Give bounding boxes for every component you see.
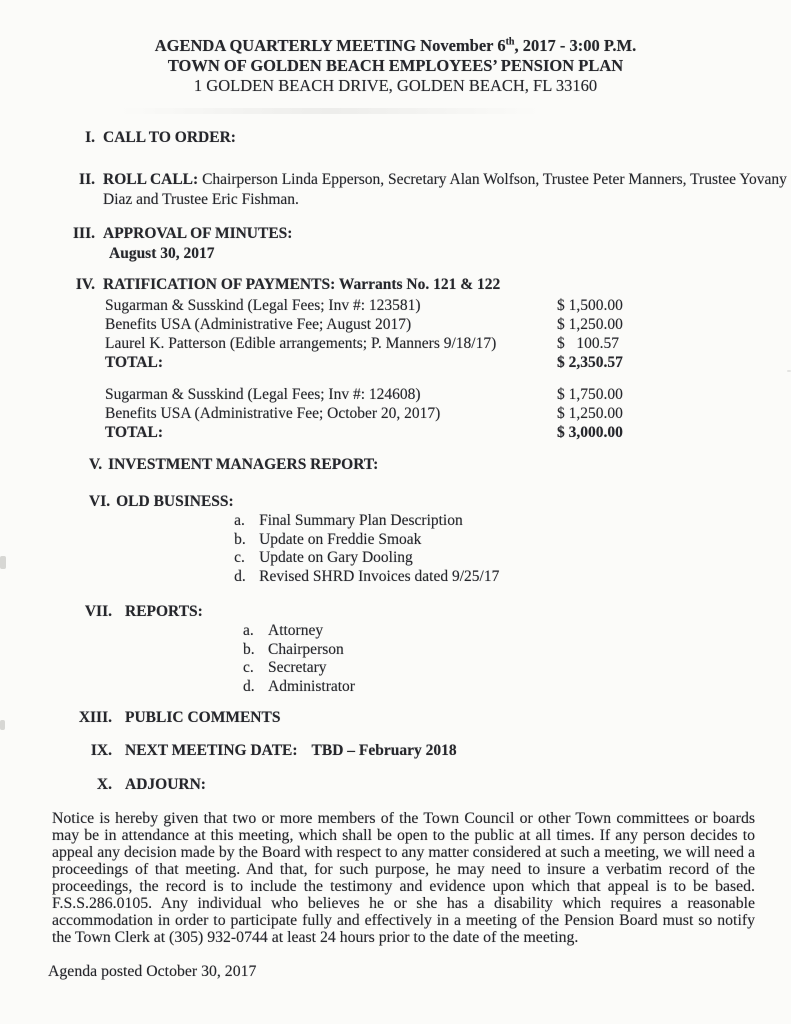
payments-block-1 — [0, 296, 791, 442]
agenda-item-ratification — [0, 275, 791, 295]
item-numeral: IX. — [90, 742, 112, 759]
sub-item-text: Attorney — [268, 622, 324, 639]
item-numeral: XIII. — [78, 709, 112, 726]
payments-block-2 — [0, 385, 791, 442]
sub-item-text: Administrator — [268, 677, 355, 695]
sub-item — [125, 678, 791, 697]
agenda-item-old-business — [0, 492, 791, 586]
organization-address: 1 GOLDEN BEACH DRIVE, GOLDEN BEACH, FL 33160 — [193, 76, 598, 95]
sub-item — [116, 568, 791, 587]
payment-amount: $ 1,250.00 — [557, 316, 623, 333]
payment-description: Benefits USA (Administrative Fee; October 20, 2017) — [105, 405, 441, 422]
meeting-title — [0, 36, 791, 56]
item-label: PUBLIC COMMENTS — [125, 709, 281, 726]
payment-description: Laurel K. Patterson (Edible arrangements; P. Manners 9/18/17) — [105, 335, 497, 352]
sub-item-text: Revised SHRD Invoices dated 9/25/17 — [259, 567, 500, 585]
scan-artifact — [787, 370, 791, 372]
payment-amount: $ 1,500.00 — [557, 297, 623, 314]
payment-amount: $ 1,250.00 — [557, 405, 623, 422]
agenda-item-approval-of-minutes — [0, 224, 791, 264]
sub-item-letter: a. — [243, 622, 254, 639]
item-numeral: III. — [73, 225, 95, 242]
agenda-item-investment-report — [0, 455, 791, 475]
agenda-list — [0, 128, 791, 795]
roll-call-names: Chairperson Linda Epperson, Secretary Alan Wolfson, Trustee Peter Manners, Trustee Yovany Diaz and Trustee Eric Fishman. — [103, 171, 787, 208]
payment-total-row — [0, 353, 791, 372]
payment-row — [0, 334, 791, 353]
sub-item-letter: c. — [243, 659, 254, 676]
sub-item-letter: b. — [243, 640, 255, 658]
sub-item-text: Chairperson — [268, 640, 344, 658]
total-amount: $ 2,350.57 — [557, 354, 623, 371]
item-numeral: V. — [89, 456, 103, 473]
agenda-item-public-comments — [0, 708, 791, 728]
payment-description: Sugarman & Susskind (Legal Fees; Inv #: 124608) — [105, 386, 421, 403]
sub-item — [125, 659, 791, 678]
sub-item — [125, 622, 791, 641]
item-label: REPORTS: — [125, 603, 203, 620]
old-business-sublist — [116, 512, 791, 586]
meeting-title-time: , 2017 - 3:00 P.M. — [514, 36, 637, 55]
item-numeral: II. — [79, 171, 95, 188]
item-numeral: IV. — [75, 276, 95, 293]
item-label: CALL TO ORDER: — [103, 129, 236, 146]
payment-amount: $ 100.57 — [557, 335, 619, 352]
sub-item-letter: d. — [243, 677, 255, 695]
item-numeral: X. — [96, 776, 112, 793]
meeting-title-text: AGENDA QUARTERLY MEETING November 6 — [154, 36, 506, 55]
sub-item-text: Final Summary Plan Description — [259, 512, 463, 529]
item-label: RATIFICATION OF PAYMENTS: Warrants No. 121 & 122 — [103, 276, 501, 293]
agenda-item-reports — [0, 602, 791, 696]
public-notice-paragraph: Notice is hereby given that two or more members of the Town Council or other Town committees or boards may be in attendance at this meeting, which shall be open to the public at all times. If any person decides to appeal any decision made by the Board with respect to any matter considered at such a meeting, we will need a proceedings of that meeting. And that, for such purpose, he may need to insure a verbatim record of the proceedings, the record is to include the testimony and evidence upon which that appeal is to be based. F.S.S.286.0105. Any individual who believes he or she has a disability which requires a reasonable accommodation in order to participate fully and effectively in a meeting of the Pension Board must so notify the Town Clerk at (305) 932-0744 at least 24 hours prior to the date of the meeting. — [52, 810, 755, 946]
sub-item — [116, 531, 791, 550]
sub-item-text: Update on Freddie Smoak — [259, 530, 422, 548]
item-label: ADJOURN: — [125, 776, 206, 793]
item-label: NEXT MEETING DATE: — [125, 742, 298, 759]
item-numeral: VII. — [84, 603, 112, 620]
agenda-posted-date: Agenda posted October 30, 2017 — [48, 963, 257, 980]
total-label: TOTAL: — [105, 424, 163, 441]
total-amount: $ 3,000.00 — [557, 424, 623, 441]
sub-item — [125, 641, 791, 660]
payment-row — [0, 296, 791, 315]
item-numeral: I. — [85, 129, 95, 146]
sub-item-letter: d. — [234, 567, 246, 585]
scan-artifact — [0, 556, 6, 569]
scan-artifact — [120, 108, 540, 114]
reports-sublist — [125, 622, 791, 696]
scan-artifact — [0, 720, 5, 730]
minutes-date: August 30, 2017 — [109, 245, 215, 262]
sub-item-text: Update on Gary Dooling — [259, 549, 413, 566]
sub-item-letter: b. — [234, 530, 246, 548]
sub-item-letter: a. — [234, 512, 245, 529]
next-meeting-date-value: TBD – February 2018 — [311, 742, 457, 759]
document-header — [0, 0, 791, 96]
agenda-item-roll-call — [0, 170, 791, 210]
item-label: ROLL CALL: — [103, 171, 199, 188]
item-numeral: VI. — [89, 493, 111, 510]
payment-description: Sugarman & Susskind (Legal Fees; Inv #: 123581) — [105, 297, 421, 314]
total-label: TOTAL: — [105, 354, 163, 371]
agenda-item-adjourn — [0, 775, 791, 795]
sub-item — [116, 512, 791, 531]
sub-item — [116, 549, 791, 568]
item-label: APPROVAL OF MINUTES: — [103, 225, 293, 242]
ordinal-superscript: th — [505, 36, 515, 48]
payment-row — [0, 315, 791, 334]
sub-item-text: Secretary — [268, 659, 327, 676]
agenda-item-call-to-order — [0, 128, 791, 148]
payment-total-row — [0, 423, 791, 442]
organization-name: TOWN OF GOLDEN BEACH EMPLOYEES’ PENSION PLAN — [167, 56, 624, 75]
payment-row — [0, 385, 791, 404]
payment-description: Benefits USA (Administrative Fee; August 2017) — [105, 316, 412, 333]
item-label: OLD BUSINESS: — [116, 493, 234, 510]
sub-item-letter: c. — [234, 549, 245, 566]
agenda-item-next-meeting — [0, 741, 791, 761]
item-label: INVESTMENT MANAGERS REPORT: — [108, 456, 379, 473]
payment-row — [0, 404, 791, 423]
payment-amount: $ 1,750.00 — [557, 386, 623, 403]
